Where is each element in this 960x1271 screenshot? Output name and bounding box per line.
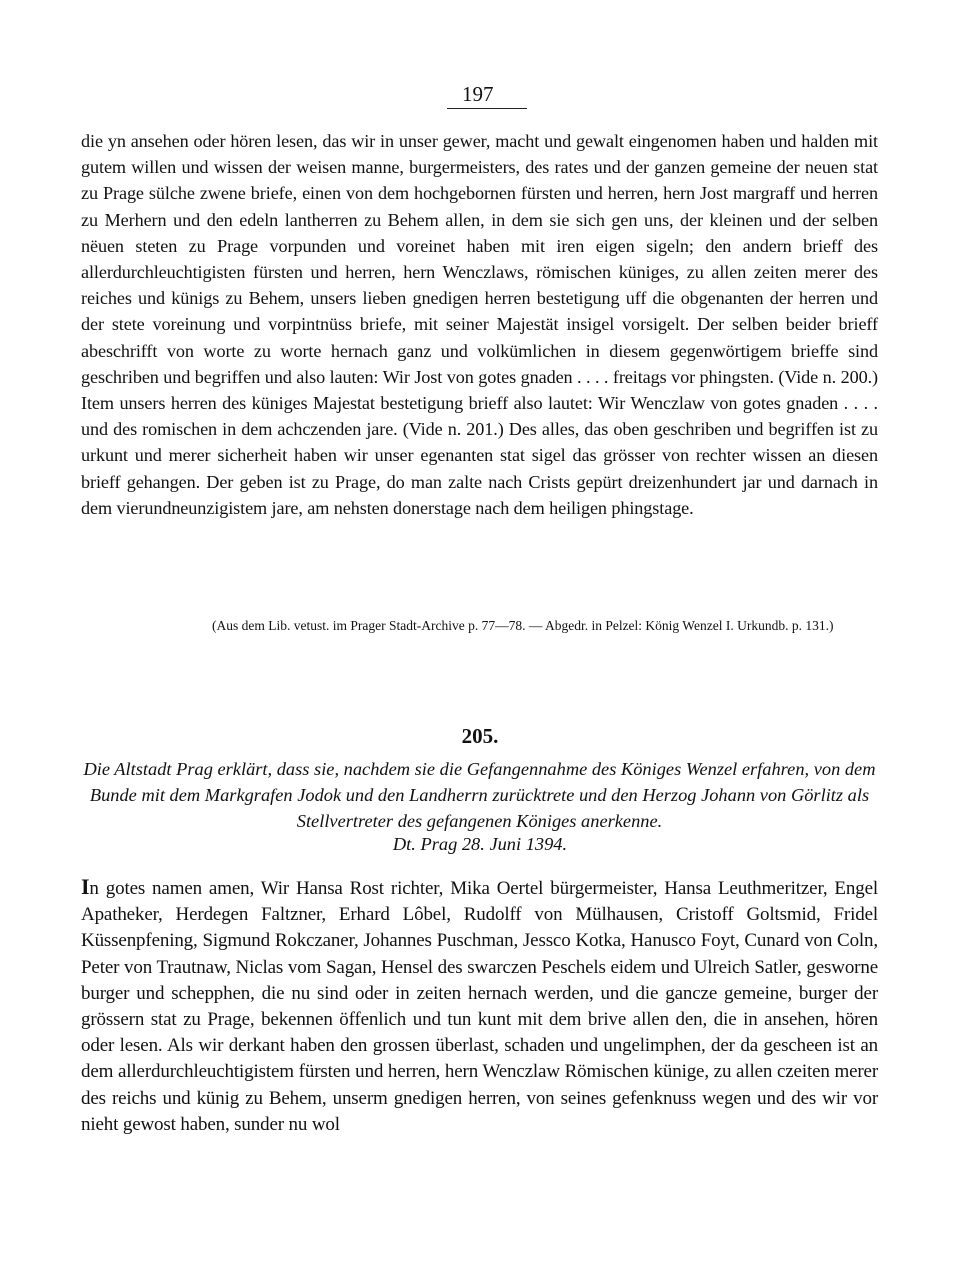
header-rule	[447, 108, 527, 109]
document-body	[81, 874, 878, 1138]
source-note: (Aus dem Lib. vetust. im Prager Stadt-Archive p. 77—78. — Abgedr. in Pelzel: König Wenzel I. Urkundb. p. 131.)	[212, 618, 834, 633]
document-regest: Die Altstadt Prag erklärt, dass sie, nachdem sie die Gefangennahme des Königes Wenzel erfahren, von dem Bunde mit dem Markgrafen Jodok und den Landherrn zurücktrete und den Herzog Johann von Görlitz als Stellvertreter des gefangenen Königes anerkenne.	[83, 759, 876, 831]
document-number: 205.	[461, 724, 499, 748]
continuation-paragraph: die yn ansehen oder hören lesen, das wir in unser gewer, macht und gewalt eingenomen haben und halden mit gutem willen und wissen der weisen manne, burgermeisters, des rates und der ganzen gemeine der neuen stat zu Prage sülche zwene briefe, einen von dem hochgebornen fürsten und herren, hern Jost margraff und herren zu Merhern und den edeln lantherren zu Behem allen, in dem sie sich gen uns, der kleinen und der selben nëuen steten zu Prage vorpunden und voreinet haben mit iren eigen sigeln; den andern brieff des allerdurchleuchtigisten fürsten und herren, hern Wenczlaws, römischen küniges, zu allen zeiten merer des reiches und künigs zu Behem, unsers lieben gnedigen herren bestetigung uff die obgenanten der herren und der stete voreinung und vorpintnüss briefe, mit seiner Majestät insigel vorsigelt. Der selben beider brieff abeschrifft von worte zu worte hernach ganz und volkümlichen in diesem gegenwörtigem brieffe sind geschriben und begriffen und also lauten: Wir Jost von gotes gnaden . . . . freitags vor phingsten. (Vide n. 200.) Item unsers herren des küniges Majestat bestetigung brieff also lautet: Wir Wenczlaw von gotes gnaden . . . . und des romischen in dem achczenden jare. (Vide n. 201.) Des alles, das oben geschriben und begriffen ist zu urkunt und merer sicherheit haben wir unser egenanten stat sigel das grösser von rechter wissen an diesen brieff gehangen. Der geben ist zu Prage, do man zalte nach Crists gepürt dreizenhundert jar und darnach in dem vierundneunzigistem jare, am nehsten donerstage nach dem heiligen phingstage.	[81, 131, 878, 518]
document-body-text: n gotes namen amen, Wir Hansa Rost richter, Mika Oertel bürgermeister, Hansa Leuthmeritzer, Engel Apatheker, Herdegen Faltzner, Erhard Lôbel, Rudolff von Mülhausen, Cristoff Goltsmid, Fridel Küssenpfening, Sigmund Rokczaner, Johannes Puschman, Jessco Kotka, Hanusco Foyt, Cunard von Coln, Peter von Trautnaw, Niclas vom Sagan, Hensel des swarczen Peschels eidem und Ulreich Satler, gesworne burger und schepphen, die nu sind oder in zeiten hernach werden, und die gancze gemeine, burger der grössern stat zu Prage, bekennen öffenlich und tun kunt mit dem brive allen den, die in ansehen, hören oder lesen. Als wir derkant haben den grossen überlast, schaden und ungelimphen, der da gescheen ist an dem allerdurchleuchtigistem fürsten und herren, hern Wenczlaw Römischen künige, zu allen czeiten merer des reichs und künig zu Behem, unserm gnedigen herren, von seines gefenknuss wegen und des wir vor nieht gewost haben, sunder nu wol	[81, 878, 878, 1135]
document-date-place: Dt. Prag 28. Juni 1394.	[392, 834, 568, 854]
drop-initial: I	[81, 874, 90, 899]
page-number: 197	[462, 82, 494, 106]
